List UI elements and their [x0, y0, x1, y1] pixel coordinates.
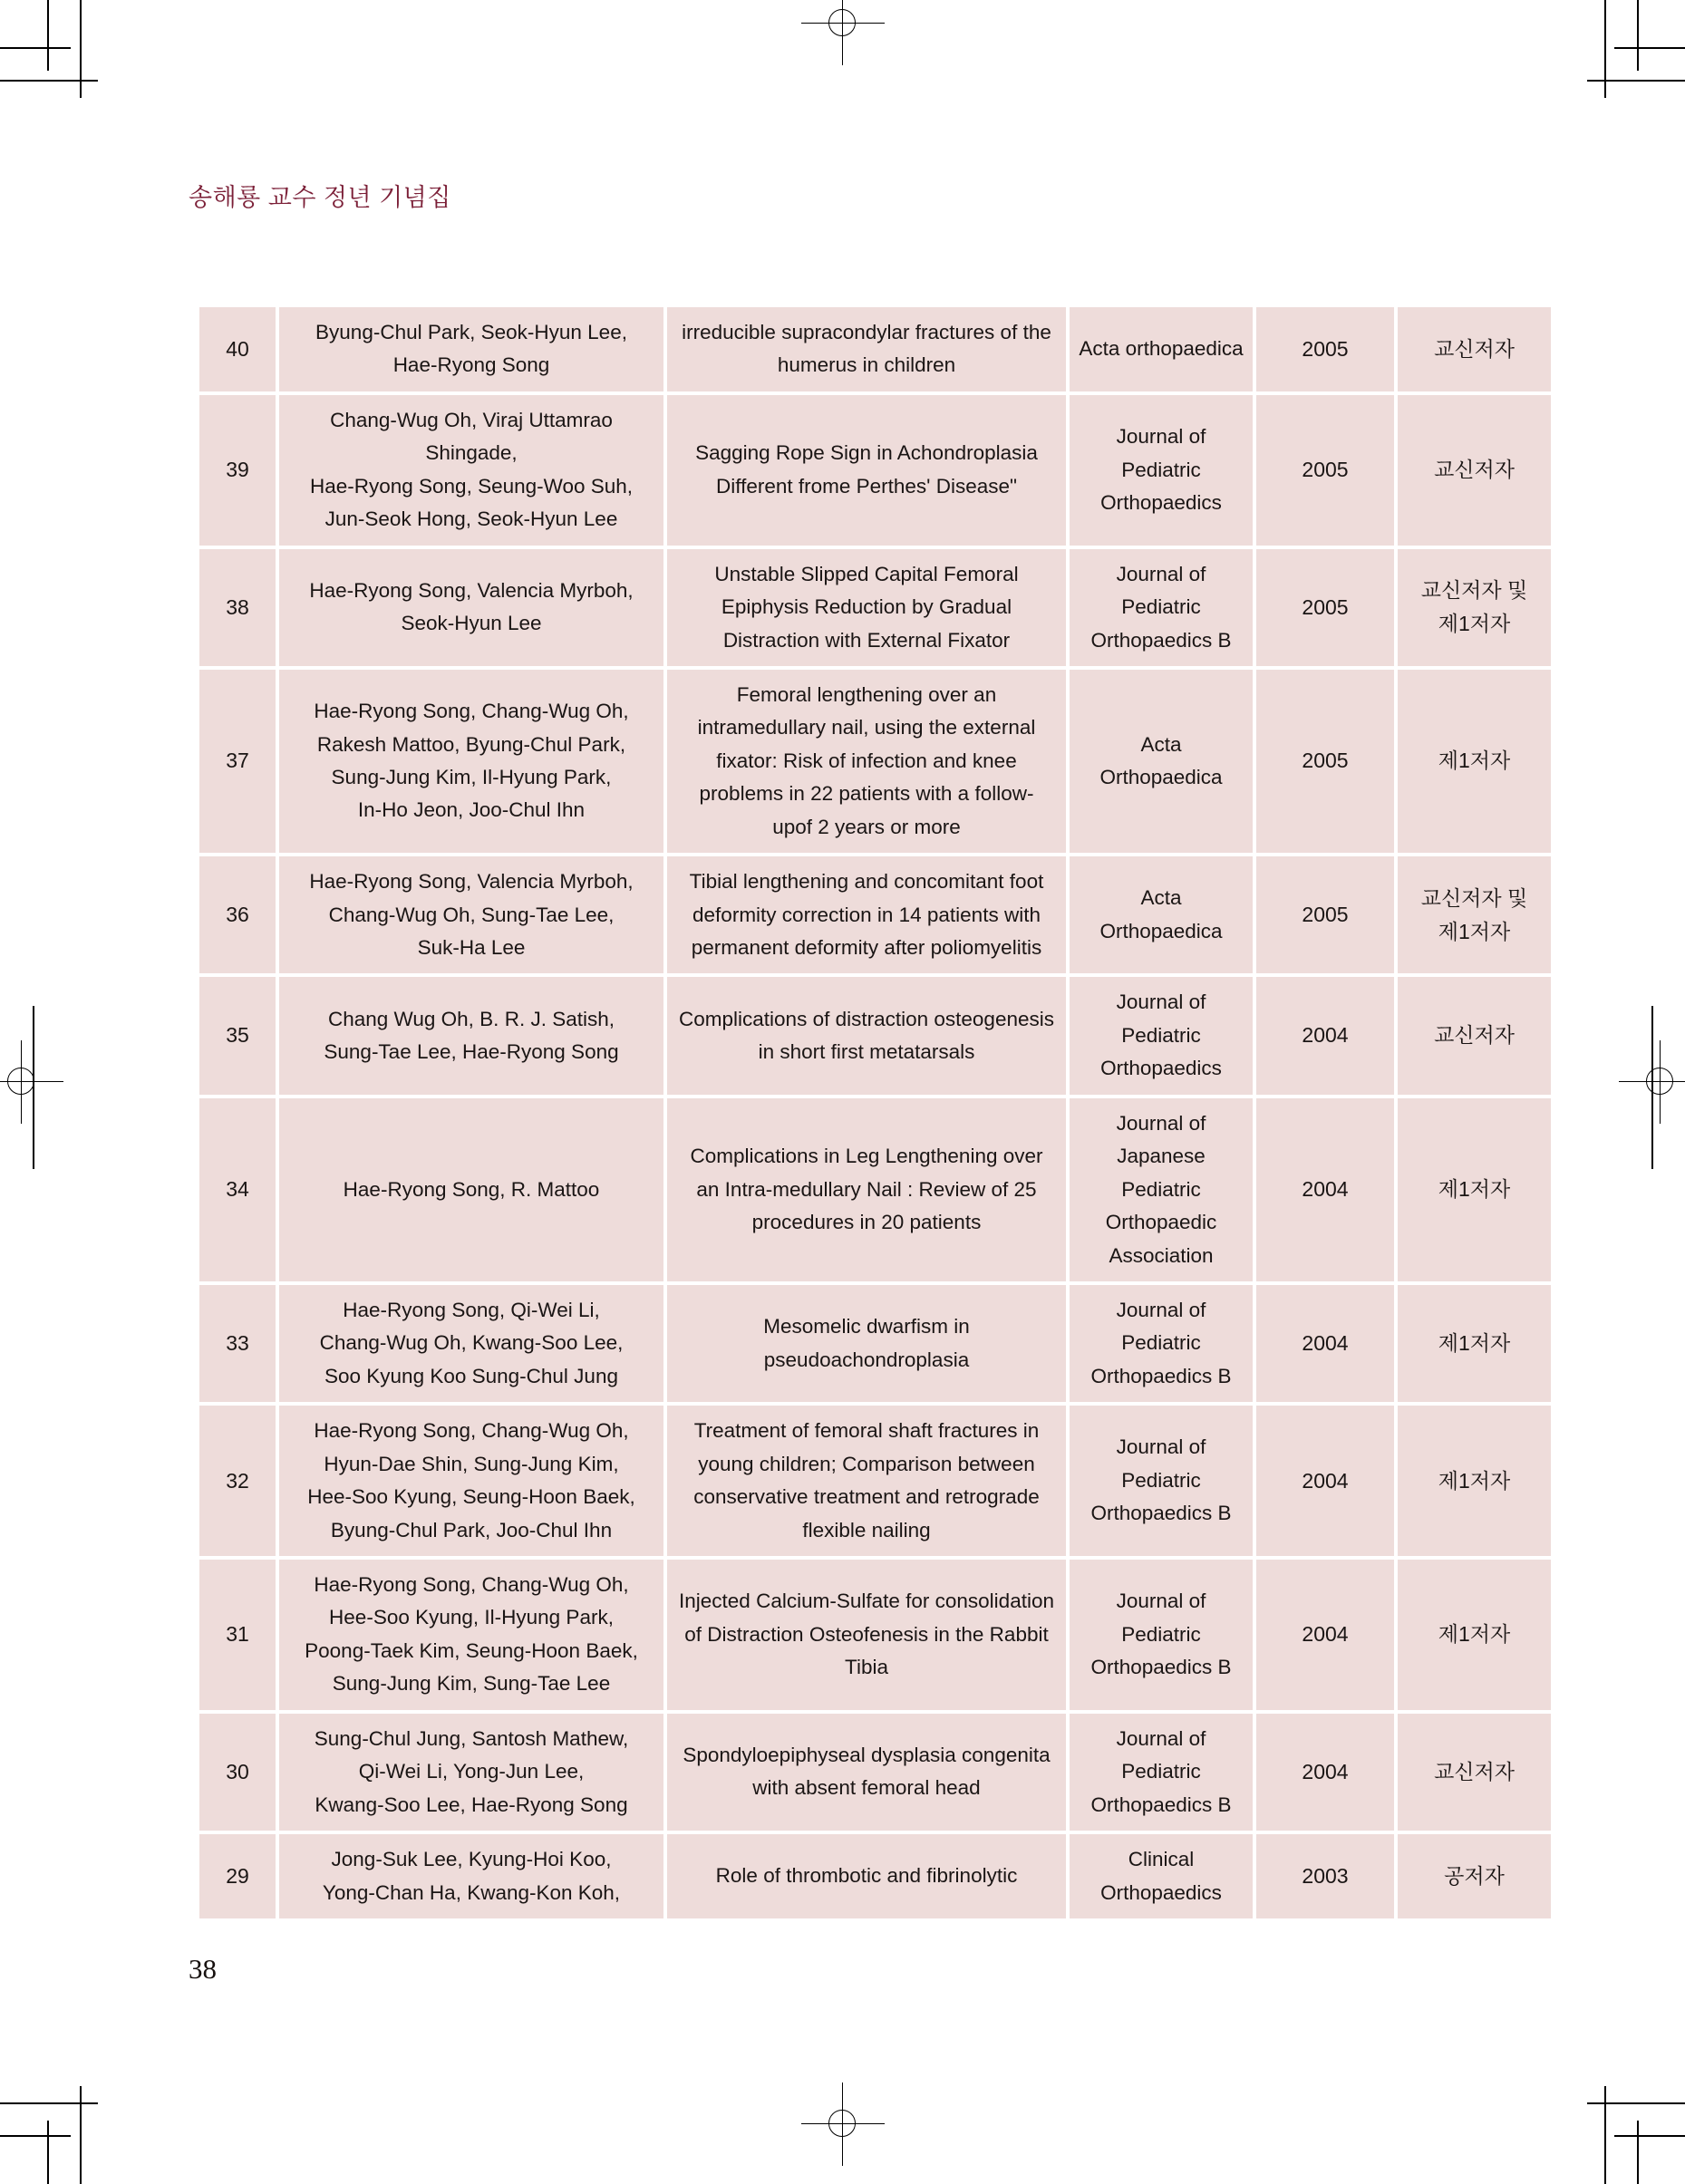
publication-role: 교신저자 [1398, 1714, 1551, 1831]
publication-authors: Byung-Chul Park, Seok-Hyun Lee, Hae-Ryong Song [279, 307, 663, 391]
publication-number: 38 [199, 549, 276, 666]
crop-mark-bottom-right-vertical [1604, 2086, 1606, 2184]
bleed-guide-right [1651, 1006, 1653, 1169]
publication-role: 제1저자 [1398, 670, 1551, 853]
publication-authors: Hae-Ryong Song, Chang-Wug Oh, Hee-Soo Kyung, Il-Hyung Park, Poong-Taek Kim, Seung-Hoon Baek, Sung-Jung Kim, Sung-Tae Lee [279, 1560, 663, 1710]
crop-mark-bottom-left-vertical [80, 2086, 82, 2184]
running-head: 송해룡 교수 정년 기념집 [189, 184, 451, 211]
publication-role: 교신저자 및 제1저자 [1398, 856, 1551, 973]
publication-journal: Journal of Pediatric Orthopaedics B [1070, 1560, 1253, 1710]
publication-role: 제1저자 [1398, 1098, 1551, 1281]
publication-role: 교신저자 [1398, 977, 1551, 1094]
publication-title: Unstable Slipped Capital Femoral Epiphysis Reduction by Gradual Distraction with External Fixator [667, 549, 1066, 666]
publication-number: 34 [199, 1098, 276, 1281]
publication-authors: Chang-Wug Oh, Viraj Uttamrao Shingade, Hae-Ryong Song, Seung-Woo Suh, Jun-Seok Hong, Seok-Hyun Lee [279, 395, 663, 546]
bleed-guide-left [33, 1006, 34, 1169]
publication-number: 31 [199, 1560, 276, 1710]
publication-authors: Hae-Ryong Song, Chang-Wug Oh, Rakesh Mattoo, Byung-Chul Park, Sung-Jung Kim, Il-Hyung Park, In-Ho Jeon, Joo-Chul Ihn [279, 670, 663, 853]
publication-year: 2004 [1256, 977, 1394, 1094]
crop-mark-top-left-horizontal [0, 80, 98, 82]
crop-mark-top-right-inner-horizontal [1614, 47, 1685, 49]
publication-title: Spondyloepiphyseal dysplasia congenita with absent femoral head [667, 1714, 1066, 1831]
publication-journal: Journal of Pediatric Orthopaedics B [1070, 1285, 1253, 1402]
publication-journal: Journal of Pediatric Orthopaedics B [1070, 1714, 1253, 1831]
table-row [199, 1098, 1551, 1281]
table-row [199, 1560, 1551, 1710]
publication-title: Role of thrombotic and fibrinolytic [667, 1834, 1066, 1918]
publication-authors: Hae-Ryong Song, Valencia Myrboh, Chang-Wug Oh, Sung-Tae Lee, Suk-Ha Lee [279, 856, 663, 973]
publication-number: 35 [199, 977, 276, 1094]
publication-role: 교신저자 및 제1저자 [1398, 549, 1551, 666]
publication-number: 33 [199, 1285, 276, 1402]
publication-number: 37 [199, 670, 276, 853]
publication-number: 30 [199, 1714, 276, 1831]
publication-journal: Acta Orthopaedica [1070, 670, 1253, 853]
publication-year: 2003 [1256, 1834, 1394, 1918]
publication-authors: Sung-Chul Jung, Santosh Mathew, Qi-Wei Li, Yong-Jun Lee, Kwang-Soo Lee, Hae-Ryong Song [279, 1714, 663, 1831]
crop-mark-bottom-right-inner-vertical [1637, 2121, 1639, 2184]
publication-journal: Journal of Pediatric Orthopaedics [1070, 395, 1253, 546]
registration-mark-left-middle [0, 1053, 51, 1111]
publication-year: 2004 [1256, 1560, 1394, 1710]
table-row [199, 1834, 1551, 1918]
publication-year: 2005 [1256, 395, 1394, 546]
publication-number: 36 [199, 856, 276, 973]
publication-authors: Hae-Ryong Song, Qi-Wei Li, Chang-Wug Oh, Kwang-Soo Lee, Soo Kyung Koo Sung-Chul Jung [279, 1285, 663, 1402]
publication-year: 2004 [1256, 1714, 1394, 1831]
crop-mark-bottom-left-inner-horizontal [0, 2135, 71, 2137]
registration-mark-bottom-center [814, 2095, 872, 2153]
publication-number: 32 [199, 1406, 276, 1556]
table-row [199, 1285, 1551, 1402]
table-row [199, 395, 1551, 546]
publication-title: Complications of distraction osteogenesis in short first metatarsals [667, 977, 1066, 1094]
publication-role: 제1저자 [1398, 1285, 1551, 1402]
publication-year: 2005 [1256, 549, 1394, 666]
publication-journal: Clinical Orthopaedics [1070, 1834, 1253, 1918]
crop-mark-top-left-inner-vertical [47, 0, 49, 71]
crop-mark-top-left-vertical [80, 0, 82, 98]
table-row [199, 307, 1551, 391]
crop-mark-bottom-left-inner-vertical [47, 2121, 49, 2184]
publication-title: Treatment of femoral shaft fractures in young children; Comparison between conservative treatment and retrograde flexible nailing [667, 1406, 1066, 1556]
publications-table-body [199, 307, 1551, 1918]
publication-journal: Journal of Pediatric Orthopaedics B [1070, 1406, 1253, 1556]
publication-role: 교신저자 [1398, 307, 1551, 391]
publication-year: 2004 [1256, 1098, 1394, 1281]
publication-title: Complications in Leg Lengthening over an Intra-medullary Nail : Review of 25 procedures in 20 patients [667, 1098, 1066, 1281]
table-row [199, 1406, 1551, 1556]
registration-mark-top-center [814, 0, 872, 53]
publication-journal: Acta orthopaedica [1070, 307, 1253, 391]
publication-role: 제1저자 [1398, 1560, 1551, 1710]
publications-table [196, 304, 1554, 1922]
publication-title: Injected Calcium-Sulfate for consolidation of Distraction Osteofenesis in the Rabbit Tibia [667, 1560, 1066, 1710]
table-row [199, 549, 1551, 666]
publication-authors: Hae-Ryong Song, Valencia Myrboh, Seok-Hyun Lee [279, 549, 663, 666]
publication-authors: Chang Wug Oh, B. R. J. Satish, Sung-Tae Lee, Hae-Ryong Song [279, 977, 663, 1094]
table-row [199, 856, 1551, 973]
publication-role: 제1저자 [1398, 1406, 1551, 1556]
crop-mark-bottom-left-horizontal [0, 2102, 98, 2104]
publication-number: 29 [199, 1834, 276, 1918]
publication-title: Femoral lengthening over an intramedullary nail, using the external fixator: Risk of infection and knee problems in 22 patients with a follow- upof 2 years or more [667, 670, 1066, 853]
publication-title: Tibial lengthening and concomitant foot deformity correction in 14 patients with permanent deformity after poliomyelitis [667, 856, 1066, 973]
publication-title: irreducible supracondylar fractures of the humerus in children [667, 307, 1066, 391]
publication-journal: Journal of Japanese Pediatric Orthopaedic Association [1070, 1098, 1253, 1281]
publication-journal: Journal of Pediatric Orthopaedics [1070, 977, 1253, 1094]
registration-mark-right-middle [1632, 1053, 1685, 1111]
crop-mark-top-left-inner-horizontal [0, 47, 71, 49]
table-row [199, 1714, 1551, 1831]
crop-mark-bottom-right-inner-horizontal [1614, 2135, 1685, 2137]
publication-title: Sagging Rope Sign in Achondroplasia Different frome Perthes' Disease" [667, 395, 1066, 546]
publication-journal: Journal of Pediatric Orthopaedics B [1070, 549, 1253, 666]
publication-authors: Hae-Ryong Song, Chang-Wug Oh, Hyun-Dae Shin, Sung-Jung Kim, Hee-Soo Kyung, Seung-Hoon Baek, Byung-Chul Park, Joo-Chul Ihn [279, 1406, 663, 1556]
publication-year: 2005 [1256, 670, 1394, 853]
table-row [199, 670, 1551, 853]
publication-role: 공저자 [1398, 1834, 1551, 1918]
crop-mark-top-right-horizontal [1587, 80, 1685, 82]
publication-role: 교신저자 [1398, 395, 1551, 546]
crop-mark-top-right-inner-vertical [1637, 0, 1639, 71]
table-row [199, 977, 1551, 1094]
page-number: 38 [189, 1953, 217, 1985]
publication-year: 2005 [1256, 307, 1394, 391]
crop-mark-bottom-right-horizontal [1587, 2102, 1685, 2104]
publication-year: 2004 [1256, 1285, 1394, 1402]
publication-number: 39 [199, 395, 276, 546]
publication-year: 2004 [1256, 1406, 1394, 1556]
publication-year: 2005 [1256, 856, 1394, 973]
publication-journal: Acta Orthopaedica [1070, 856, 1253, 973]
publication-number: 40 [199, 307, 276, 391]
crop-mark-top-right-vertical [1604, 0, 1606, 98]
publication-title: Mesomelic dwarfism in pseudoachondroplasia [667, 1285, 1066, 1402]
publication-authors: Jong-Suk Lee, Kyung-Hoi Koo, Yong-Chan Ha, Kwang-Kon Koh, [279, 1834, 663, 1918]
publication-authors: Hae-Ryong Song, R. Mattoo [279, 1098, 663, 1281]
